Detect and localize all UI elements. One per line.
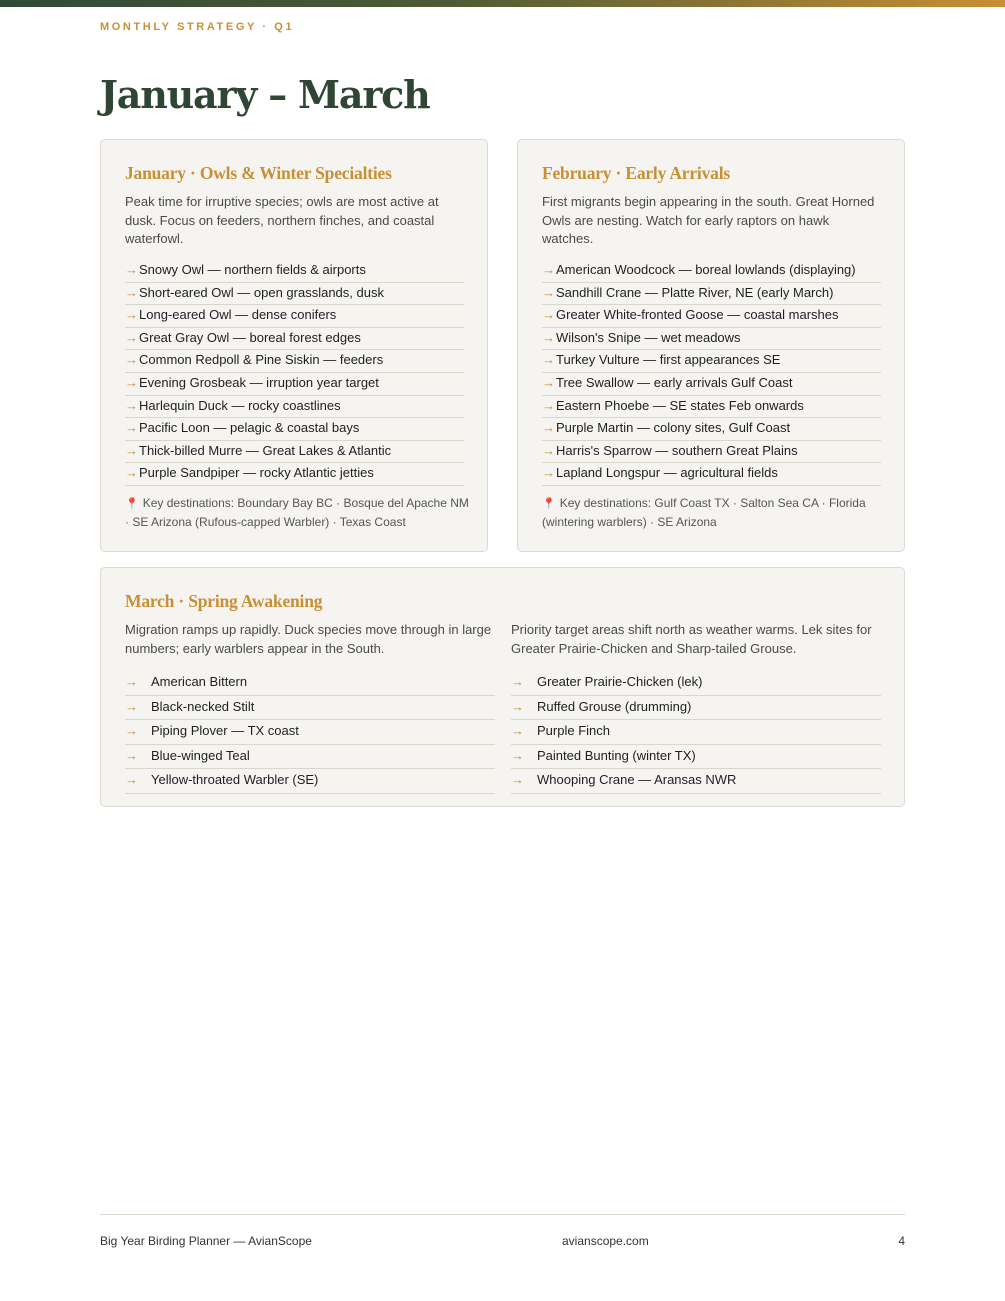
arrow-right-icon: → xyxy=(125,747,138,763)
list-item-text: Black-necked Stilt xyxy=(151,698,255,714)
arrow-right-icon: → xyxy=(125,674,138,689)
list-item-text: Blue-winged Teal xyxy=(151,747,250,763)
list-item xyxy=(125,328,464,351)
list-item-text: Harlequin Duck — rocky coastlines xyxy=(139,397,341,413)
arrow-right-icon: → xyxy=(542,262,555,277)
arrow-right-icon: → xyxy=(542,420,555,436)
list-item xyxy=(125,745,495,770)
list-item xyxy=(511,671,881,696)
january-card xyxy=(100,139,488,552)
list-item-text: Harris's Sparrow — southern Great Plains xyxy=(556,442,798,458)
march-right-description: Priority target areas shift north as weather warms. Lek sites for Greater Prairie-Chicken and Sharp-tailed Grouse. xyxy=(511,622,872,656)
list-item-text: Great Gray Owl — boreal forest edges xyxy=(139,329,361,345)
arrow-right-icon: → xyxy=(511,772,524,788)
arrow-right-icon: → xyxy=(542,465,555,481)
list-item-text: Greater White-fronted Goose — coastal marshes xyxy=(556,307,839,323)
list-item xyxy=(542,396,881,419)
arrow-right-icon: → xyxy=(542,374,555,390)
list-item-text: Whooping Crane — Aransas NWR xyxy=(537,772,737,788)
list-item-text: Tree Swallow — early arrivals Gulf Coast xyxy=(556,374,793,390)
arrow-right-icon: → xyxy=(125,329,138,345)
list-item xyxy=(125,671,495,696)
arrow-right-icon: → xyxy=(542,442,555,458)
list-item-text: Wilson's Snipe — wet meadows xyxy=(556,329,741,345)
list-item-text: Yellow-throated Warbler (SE) xyxy=(151,772,319,788)
january-heading: January · Owls & Winter Specialties xyxy=(125,163,392,183)
list-item-text: Greater Prairie-Chicken (lek) xyxy=(537,674,703,689)
arrow-right-icon: → xyxy=(125,420,138,436)
march-heading: March · Spring Awakening xyxy=(125,591,323,611)
list-item xyxy=(542,373,881,396)
list-item-text: Sandhill Crane — Platte River, NE (early March) xyxy=(556,284,834,300)
march-right-species-list xyxy=(511,671,881,794)
list-item-text: American Bittern xyxy=(151,674,248,689)
list-item xyxy=(125,769,495,794)
march-left-column xyxy=(125,621,495,794)
january-species-list xyxy=(125,260,464,486)
map-pin-icon: 📍 xyxy=(542,498,556,510)
arrow-right-icon: → xyxy=(125,465,138,481)
arrow-right-icon: → xyxy=(125,307,138,323)
list-item xyxy=(125,463,464,486)
arrow-right-icon: → xyxy=(511,723,524,739)
january-destinations xyxy=(125,494,470,531)
map-pin-icon: 📍 xyxy=(125,498,139,510)
section-eyebrow: MONTHLY STRATEGY · Q1 xyxy=(100,21,295,33)
list-item xyxy=(125,441,464,464)
arrow-right-icon: → xyxy=(125,772,138,788)
february-description: First migrants begin appearing in the south. Great Horned Owls are nesting. Watch for early raptors on hawk watches. xyxy=(542,194,875,246)
arrow-right-icon: → xyxy=(125,284,138,300)
march-right-column xyxy=(511,621,881,794)
february-heading: February · Early Arrivals xyxy=(542,163,730,183)
arrow-right-icon: → xyxy=(542,329,555,345)
arrow-right-icon: → xyxy=(511,674,524,689)
list-item-text: Snowy Owl — northern fields & airports xyxy=(139,262,366,277)
list-item xyxy=(125,350,464,373)
february-destinations-text: Key destinations: Gulf Coast TX · Salton Sea CA · Florida (wintering warblers) · SE Arizona xyxy=(542,496,866,529)
arrow-right-icon: → xyxy=(542,307,555,323)
list-item xyxy=(125,418,464,441)
arrow-right-icon: → xyxy=(125,698,138,714)
list-item xyxy=(542,328,881,351)
list-item xyxy=(125,696,495,721)
list-item xyxy=(125,720,495,745)
arrow-right-icon: → xyxy=(125,397,138,413)
arrow-right-icon: → xyxy=(125,723,138,739)
list-item-text: American Woodcock — boreal lowlands (displaying) xyxy=(556,262,856,277)
page-number: 4 xyxy=(898,1234,905,1248)
list-item xyxy=(511,769,881,794)
arrow-right-icon: → xyxy=(125,442,138,458)
list-item xyxy=(125,373,464,396)
list-item-text: Purple Martin — colony sites, Gulf Coast xyxy=(556,420,791,436)
arrow-right-icon: → xyxy=(125,352,138,368)
list-item xyxy=(542,418,881,441)
march-card xyxy=(100,567,905,807)
list-item xyxy=(542,350,881,373)
list-item xyxy=(511,696,881,721)
february-card xyxy=(517,139,905,552)
list-item xyxy=(125,260,464,283)
list-item-text: Evening Grosbeak — irruption year target xyxy=(139,374,379,390)
arrow-right-icon: → xyxy=(125,262,138,277)
arrow-right-icon: → xyxy=(542,352,555,368)
list-item xyxy=(542,463,881,486)
list-item-text: Purple Sandpiper — rocky Atlantic jetties xyxy=(139,465,374,481)
list-item xyxy=(542,260,881,283)
footer-website: avianscope.com xyxy=(562,1234,649,1248)
list-item xyxy=(125,396,464,419)
list-item xyxy=(542,305,881,328)
list-item xyxy=(542,441,881,464)
january-destinations-text: Key destinations: Boundary Bay BC · Bosque del Apache NM · SE Arizona (Rufous-capped Warbler) · Texas Coast xyxy=(125,496,469,529)
march-left-description: Migration ramps up rapidly. Duck species move through in large numbers; early warblers appear in the South. xyxy=(125,622,492,656)
list-item-text: Turkey Vulture — first appearances SE xyxy=(556,352,781,368)
arrow-right-icon: → xyxy=(511,698,524,714)
list-item-text: Long-eared Owl — dense conifers xyxy=(139,307,337,323)
list-item xyxy=(511,720,881,745)
february-species-list xyxy=(542,260,881,486)
list-item-text: Purple Finch xyxy=(537,723,610,739)
list-item-text: Lapland Longspur — agricultural fields xyxy=(556,465,778,481)
march-left-species-list xyxy=(125,671,495,794)
list-item-text: Piping Plover — TX coast xyxy=(151,723,299,739)
list-item-text: Ruffed Grouse (drumming) xyxy=(537,698,692,714)
february-destinations xyxy=(542,494,887,531)
arrow-right-icon: → xyxy=(542,397,555,413)
list-item-text: Thick-billed Murre — Great Lakes & Atlantic xyxy=(139,442,392,458)
arrow-right-icon: → xyxy=(125,374,138,390)
list-item-text: Short-eared Owl — open grasslands, dusk xyxy=(139,284,384,300)
footer-divider xyxy=(100,1214,905,1215)
list-item-text: Pacific Loon — pelagic & coastal bays xyxy=(139,420,360,436)
list-item-text: Common Redpoll & Pine Siskin — feeders xyxy=(139,352,384,368)
list-item-text: Painted Bunting (winter TX) xyxy=(537,747,696,763)
page-title: January – March xyxy=(100,72,430,117)
arrow-right-icon: → xyxy=(542,284,555,300)
top-accent-bar xyxy=(0,0,1005,7)
list-item xyxy=(511,745,881,770)
arrow-right-icon: → xyxy=(511,747,524,763)
footer-publication: Big Year Birding Planner — AvianScope xyxy=(100,1234,312,1248)
list-item xyxy=(125,305,464,328)
list-item xyxy=(542,283,881,306)
list-item xyxy=(125,283,464,306)
list-item-text: Eastern Phoebe — SE states Feb onwards xyxy=(556,397,804,413)
january-description: Peak time for irruptive species; owls are most active at dusk. Focus on feeders, northern finches, and coastal waterfowl. xyxy=(125,194,439,246)
